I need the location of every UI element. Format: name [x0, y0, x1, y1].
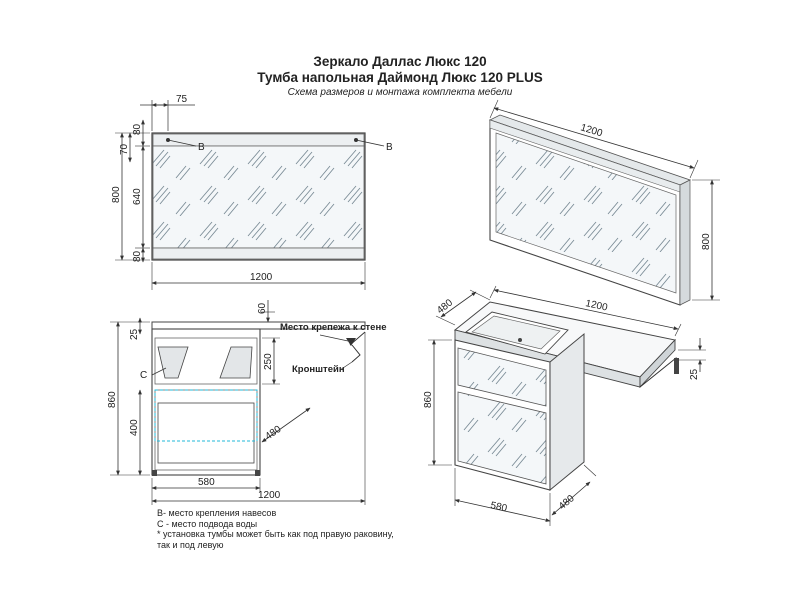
note-install: * установка тумбы может быть как под правую раковину, [157, 529, 394, 539]
dim-mirror-iso-width: 1200 [579, 122, 604, 140]
cabinet-front-view [107, 300, 386, 505]
dim-mirror-height: 800 [111, 186, 122, 203]
note-c: C - место подвода воды [157, 518, 258, 529]
mirror-glass [153, 146, 364, 248]
dim-mirror-bottom-band: 80 [132, 250, 143, 262]
dim-cabinet-height: 860 [107, 391, 118, 408]
title-mirror: Зеркало Даллас Люкс 120 [313, 54, 487, 69]
dim-cabinet-top-gap: 60 [257, 302, 268, 314]
subtitle: Схема размеров и монтажа комплекта мебели [287, 87, 513, 98]
dim-iso-height: 860 [423, 391, 434, 408]
mirror-front-view [111, 94, 393, 290]
dim-cabinet-top-band: 25 [129, 328, 140, 340]
dim-mirror-glass-height: 640 [132, 188, 143, 205]
mount-label-b-left: B [198, 142, 205, 153]
bracket-label: Кронштейн [292, 364, 345, 375]
note-b: B- место крепления навесов [157, 508, 277, 518]
dim-mirror-iso-height: 800 [701, 233, 712, 250]
dim-mirror-mount-offset: 70 [119, 143, 130, 155]
cabinet-iso-view [423, 286, 706, 526]
mirror-bottom-band [153, 248, 364, 259]
dim-cabinet-depth: 480 [263, 423, 284, 443]
dim-lower-drawer: 400 [129, 419, 140, 436]
dim-iso-top-width: 1200 [584, 298, 609, 314]
dim-mirror-top-offset: 75 [176, 94, 188, 105]
dim-cabinet-width: 580 [198, 477, 215, 488]
water-label-c: C [140, 370, 148, 381]
mirror-top-band [153, 134, 364, 146]
mount-label-b-right: B [386, 142, 393, 153]
dim-iso-base-depth: 480 [556, 493, 577, 513]
dim-cabinet-total-width: 1200 [258, 490, 281, 501]
dim-iso-top-depth: 480 [435, 297, 455, 317]
dim-upper-drawer: 250 [263, 353, 274, 370]
dim-iso-base-width: 580 [489, 500, 508, 515]
mirror-iso-view [490, 100, 720, 305]
title-cabinet: Тумба напольная Даймонд Люкс 120 PLUS [257, 70, 543, 85]
notes-legend [157, 508, 394, 550]
note-install-cont: так и под левую [157, 539, 224, 550]
dim-mirror-top-band: 80 [132, 123, 143, 135]
dim-iso-thickness: 25 [689, 368, 700, 380]
wall-mount-label: Место крепежа к стене [280, 322, 387, 333]
dim-mirror-width: 1200 [250, 272, 273, 283]
